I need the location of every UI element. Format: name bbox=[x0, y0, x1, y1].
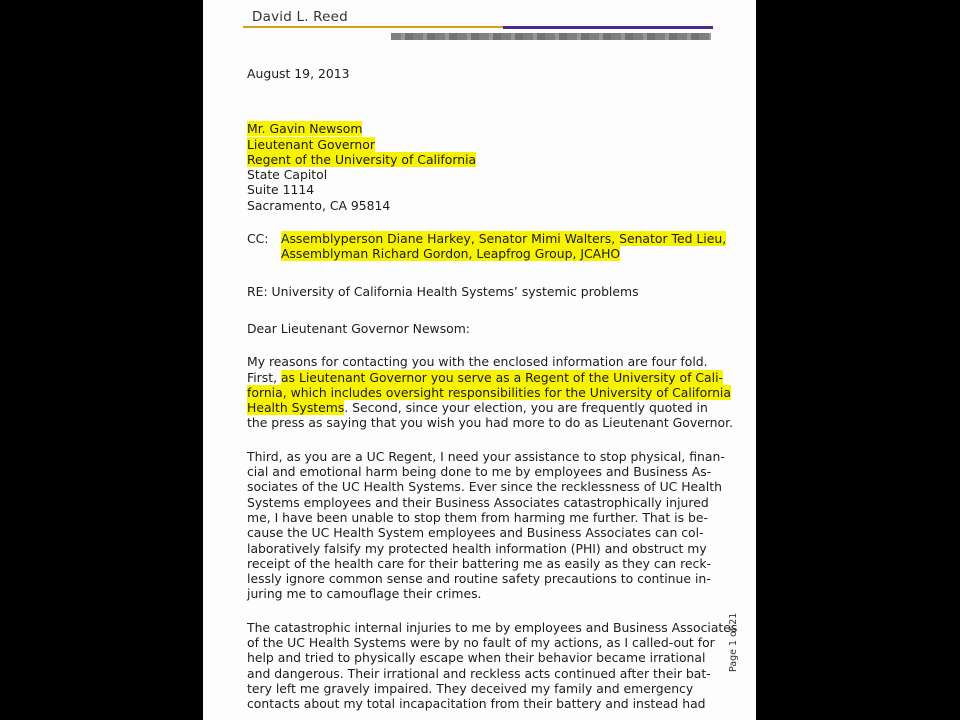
cc-line-2: Assemblyman Richard Gordon, Leapfrog Group, JCAHO bbox=[281, 246, 621, 262]
paragraph-1-highlight: Health Systems bbox=[247, 400, 345, 416]
paragraph-2-line: Third, as you are a UC Regent, I need your assistance to stop physical, finan- bbox=[247, 448, 725, 464]
letter-date: August 19, 2013 bbox=[247, 66, 350, 81]
paragraph-1-highlight: as Lieutenant Governor you serve as a Regent of the University of Cali- bbox=[280, 369, 724, 385]
paragraph-2-line: cial and emotional harm being done to me by employees and Business As- bbox=[247, 464, 712, 480]
letterhead-rule-purple bbox=[503, 26, 713, 29]
recipient-address-1: State Capitol bbox=[247, 167, 328, 183]
recipient-regent: Regent of the University of California bbox=[247, 151, 477, 167]
salutation: Dear Lieutenant Governor Newsom: bbox=[247, 320, 470, 336]
recipient-address-3: Sacramento, CA 95814 bbox=[247, 197, 391, 213]
paragraph-2-line: me, I have been unable to stop them from harming me further. That is be- bbox=[247, 509, 708, 525]
paragraph-3-line: contacts about my total incapacitation from their battery and instead had bbox=[247, 696, 706, 712]
paragraph-3-line: tery left me gravely impaired. They deceived my family and emergency bbox=[247, 680, 694, 696]
paragraph-3-line: and dangerous. Their irrational and reckless acts continued after their bat- bbox=[247, 665, 711, 681]
letter-page bbox=[203, 0, 756, 720]
paragraph-3-line: The catastrophic internal injuries to me by employees and Business Associates bbox=[247, 619, 738, 635]
paragraph-1-line: My reasons for contacting you with the enclosed information are four fold. bbox=[247, 354, 708, 370]
recipient-name: Mr. Gavin Newsom bbox=[247, 121, 363, 137]
paragraph-1-line: the press as saying that you wish you had more to do as Lieutenant Governor. bbox=[247, 415, 734, 431]
recipient-address-2: Suite 1114 bbox=[247, 182, 315, 198]
paragraph-1-highlight: fornia, which includes oversight responsibilities for the University of California bbox=[247, 384, 731, 400]
recipient-block bbox=[247, 121, 717, 213]
paragraph-3-line: help and tried to physically escape when their behavior became irrational bbox=[247, 650, 706, 666]
paragraph-3-line: of the UC Health Systems were by no fault of my actions, as I called-out for bbox=[247, 635, 715, 651]
paragraph-2-line: laboratively falsify my protected health information (PHI) and obstruct my bbox=[247, 540, 707, 556]
paragraph-2-line: Systems employees and their Business Associates catastrophically injured bbox=[247, 494, 709, 510]
paragraph-1-text: . Second, since your election, you are frequently quoted in bbox=[344, 400, 708, 416]
letterhead-rule-gold bbox=[243, 26, 543, 28]
redacted-contact-bar bbox=[391, 33, 711, 40]
page-number: Page 1 of 21 bbox=[728, 612, 739, 672]
letterhead-name: David L. Reed bbox=[252, 9, 348, 25]
paragraph-2-line: receipt of the health care for their battering me as easily as they can reck- bbox=[247, 555, 712, 571]
paragraph-1-text: First, bbox=[247, 369, 281, 385]
paragraph-2 bbox=[247, 448, 725, 602]
paragraph-2-line: lessly ignore common sense and routine safety precautions to continue in- bbox=[247, 571, 711, 587]
re-line: RE: University of California Health Systems’ systemic problems bbox=[247, 283, 639, 299]
cc-label: CC: bbox=[247, 231, 269, 247]
cc-block bbox=[247, 231, 727, 262]
recipient-title: Lieutenant Governor bbox=[247, 136, 375, 152]
cc-line-1: Assemblyperson Diane Harkey, Senator Mimi Walters, Senator Ted Lieu, bbox=[281, 231, 727, 247]
paragraph-2-line: sociates of the UC Health Systems. Ever since the recklessness of UC Health bbox=[247, 479, 722, 495]
paragraph-2-line: juring me to camouflage their crimes. bbox=[247, 586, 482, 602]
paragraph-1 bbox=[247, 354, 734, 431]
paragraph-2-line: cause the UC Health System employees and Business Associates can col- bbox=[247, 525, 704, 541]
